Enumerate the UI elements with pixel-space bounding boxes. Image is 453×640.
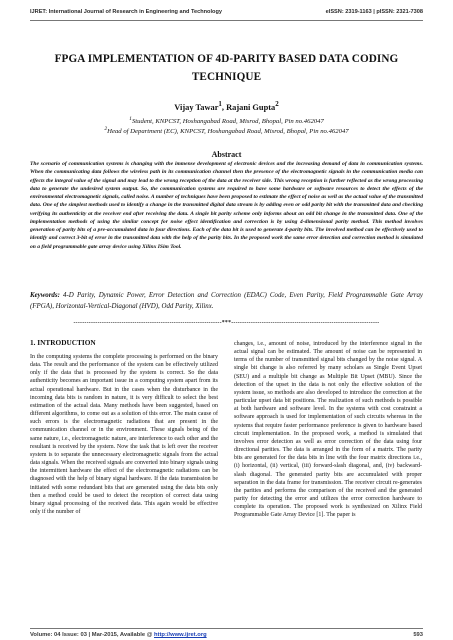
journal-header: [30, 9, 423, 15]
header-rule: [30, 20, 423, 21]
affiliation-sup-2: 2: [104, 126, 108, 132]
affiliation-text-1: Student, KNPCST, Hoshangabad Road, Misrod, Bhopal, Pin no.462047: [131, 118, 324, 126]
footer-rule: [30, 628, 423, 629]
footer-url-link[interactable]: http://www.ijret.org: [154, 632, 207, 638]
keywords: [30, 290, 423, 312]
affiliation-sup-1: 1: [129, 116, 132, 122]
author-sup-1: 1: [218, 100, 222, 108]
right-column-text: changes, i.e., amount of noise, introduced by the interference signal in the actual signal can be estimated. The amount of noise can be represented in terms of the number of transmitted signal bits changed by the noise signal. A single bit change is also referred by many scholars as Single Event Upset (SEU) and a multiple bit change as Multiple Bit Upset (MBU). Since the detection of the upset in the data is not only the effective solution of the system issue, so methods are also developed to introduce the correction at the particular upset data bit positions. The realization of such methods is possible at both hardware and software level. In the systems with cost constraint a software approach is used for implementation of such circuits whereas in the systems that require faster performance preference is given to hardware based circuit implementation. In the proposed work, a method is simulated that involves error detection as well as error correction of the data using four directional parities. The data is arranged in the form of a matrix. The parity bits are generated for the data bits in line with the four matrix directions i.e., (i) horizontal, (ii) vertical, (iii) forward-slash diagonal, and, (iv) backward-slash diagonal. The generated parity bits are accumulated with proper separation in the data frame for transmission. The receiver circuit re-generates the parities and performs the comparison of the received and the generated parity for detecting the error and utilizes the error correction hardware to complete its operation. The proposed work is synthesized on Xilinx Field Programmable Gate Array Device [1]. The paper is: [234, 341, 422, 519]
abstract-heading: Abstract: [211, 150, 242, 159]
author-name-2: Rajani Gupta: [226, 102, 276, 112]
page-number: 593: [413, 632, 423, 638]
section-heading: 1. INTRODUCTION: [30, 338, 96, 347]
journal-issn: eISSN: 2319-1163 | pISSN: 2321-7308: [325, 9, 423, 15]
left-column-text: In the computing systems the complete processing is performed on the binary data. The result and the performance of the system can be effectively utilized only if the data that is processed by the system is correct. So the data authenticity becomes an important issue in a computing system apart from its actual operational hardware. But in the cases when the disturbance in the incoming data bits is random in nature, it is very difficult to select the best estimation of the actual data. Many methods have been suggested, based on different algorithms, to come out as a solution of this error. The main cause of such errors is the electromagnetic radiations that are present in the communication channel or in the environment. These signals being of the same nature, i.e., electromagnetic nature, are interference to each other and the resultant is received by the system. Now the task that is left over the receiver system is to separate the unnecessary electromagnetic signals from the actual data signals. When the received signals are converted into binary signals using the intermittent hardware the effect of the electromagnetic radiations can be diagnosed with the help of binary signal hardware. If the data transmission be initiated with some redundant bits that are generated using the data bits only then a method could be used to detect the reception of correct data using binary signal processing of the received data. This again would be effective only if the number of: [30, 354, 218, 515]
author-sup-2: 2: [275, 100, 279, 108]
author-name-1: Vijay Tawar: [174, 102, 219, 112]
page-footer: [30, 632, 423, 638]
affiliation-text-2: Head of Department (EC), KNPCST, Hoshangabad Road, Misrod, Bhopal, Pin no.462047: [107, 128, 349, 136]
section-separator: --------------------------------------------------------------------***--------------------------------------------------------------------: [73, 320, 380, 326]
keywords-text: 4-D Parity, Dynamic Power, Error Detection and Correction (EDAC) Code, Even Parity, Field Programmable Gate Array (FPGA), Horizontal-Vertical-Diagonal (HVD), Odd Parity, Xilinx.: [30, 292, 423, 310]
footer-volume: [30, 632, 207, 638]
abstract-text: The scenario of communication systems is changing with the immense development of electronic devices and the increasing demand of data in communication systems. When the communicating data follows the wireless path in its communication channel then the presence of the electromagnetic signals in the communication media can effects the integral value of the signal and may lead to the wrong reception of the data at the receiver side. This wrong reception is further reflected as the wrong processing data to generate the undesired system output. So, the communication systems are required to have some hardware or software resources to detect the effects of the environmental electromagnetic signals, called noise. A number of techniques have been proposed to estimate the effect of noise as well as the actual value of the transmitted data. One of the simplest methods used to identify a change in the transmitted digital data stream is by adding even or odd parity bit with the transmitted data and checking verifying its authenticity at the receiver end after receiving the data. A single bit parity scheme only informs about an odd bit change in the transmitted data. One of the implementation methods of using the similar concept for noise effect identification and correction is by using 4-dimensional parity method. This method involves generation of parity bits of a pre-accumulated data in four directions. Each of the data bit is used to generate 4-parity bits. The involved method can be effectively used to identify and correct 3-bit of error in the transmitted data with the help of the parity bits. In the proposed work the same error detection and correction method is simulated on a field programmable gate array device using Xilinx ISim Tool.: [30, 161, 423, 250]
footer-volume-text: Volume: 04 Issue: 03 | Mar-2015, Available @: [30, 632, 155, 638]
affiliation-2: [30, 126, 423, 135]
right-column: [234, 340, 422, 519]
left-column: [30, 338, 218, 516]
paper-title: FPGA IMPLEMENTATION OF 4D-PARITY BASED DATA CODING TECHNIQUE: [54, 53, 399, 83]
keywords-label: Keywords:: [30, 292, 60, 299]
affiliation-1: [30, 116, 423, 125]
author-line: [30, 100, 423, 112]
author-separator: ,: [221, 102, 227, 112]
journal-name: IJRET: International Journal of Research in Engineering and Technology: [30, 9, 222, 15]
